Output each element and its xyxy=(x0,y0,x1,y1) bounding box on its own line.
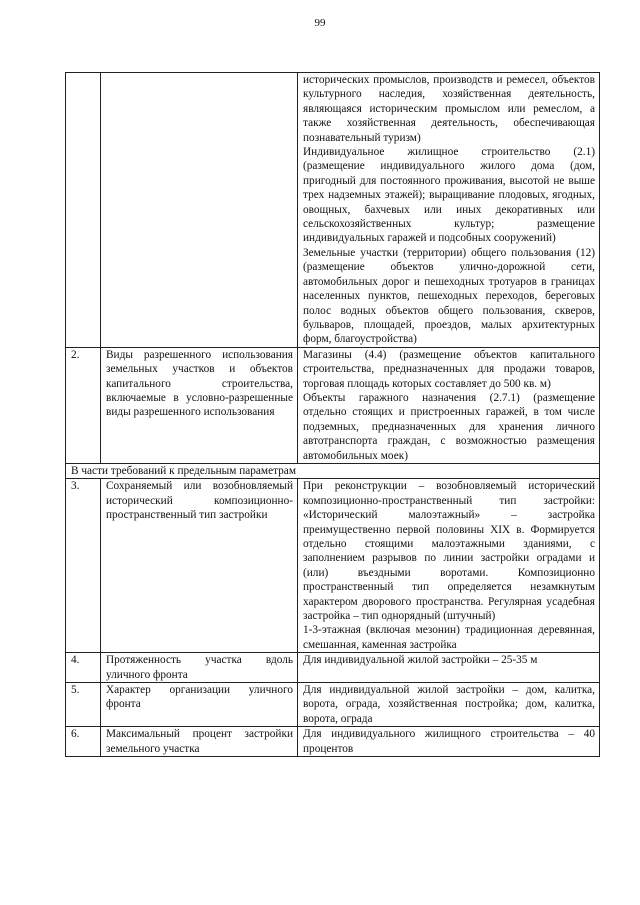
row-description xyxy=(298,73,600,348)
description-paragraph: Для индивидуальной жилой застройки – дом, калитка, ворота, ограда, хозяйственная постройка; дом, калитка, ворота, ограда xyxy=(303,684,595,725)
row-name xyxy=(101,347,298,463)
row-number: 2. xyxy=(66,347,101,463)
description-paragraph: Объекты гаражного назначения (2.7.1) (размещение отдельно стоящих и пристроенных гаражей, в том числе подземных, предназначенных для хранения личного автотранспорта граждан, с возможностью размещения автомобильных моек) xyxy=(303,391,595,462)
table-row xyxy=(66,73,600,348)
page-number: 99 xyxy=(314,17,326,29)
row-name-text: Протяженность участка вдоль уличного фронта xyxy=(106,654,293,681)
row-description xyxy=(298,653,600,683)
row-name xyxy=(101,727,298,757)
description-paragraph: Для индивидуальной жилой застройки – 25-35 м xyxy=(303,654,538,667)
description-paragraph: Земельные участки (территории) общего пользования (12) (размещение объектов улично-дорожной сети, автомобильных дорог и пешеходных тротуаров в границах населенных пунктов, пешеходных переходов, береговых полос водных объектов общего пользования, скверов, бульваров, площадей, проездов, малых архитектурных форм, благоустройства) xyxy=(303,246,595,346)
description-paragraph: Магазины (4.4) (размещение объектов капитального строительства, предназначенных для продажи товаров, торговая площадь которых составляет до 500 кв. м) xyxy=(303,348,595,390)
table-row xyxy=(66,727,600,757)
row-number: 5. xyxy=(66,683,101,727)
table-row xyxy=(66,479,600,653)
table-row xyxy=(66,683,600,727)
row-number: 6. xyxy=(66,727,101,757)
section-heading: В части требований к предельным параметрам xyxy=(66,463,600,478)
row-number xyxy=(66,73,101,348)
row-name-text: Характер организации уличного фронта xyxy=(106,684,293,711)
row-name xyxy=(101,683,298,727)
row-name xyxy=(101,73,298,348)
row-description xyxy=(298,727,600,757)
row-description xyxy=(298,479,600,653)
description-paragraph: Индивидуальное жилищное строительство (2.1) (размещение индивидуального жилого дома (дом, пригодный для постоянного проживания, высотой не выше трех надземных этажей); выращивание плодовых, ягодных, овощных, бахчевых или иных декоративных или сельскохозяйственных культур; размещение индивидуальных гаражей и подсобных сооружений) xyxy=(303,146,595,245)
row-name-text: Виды разрешенного использования земельных участков и объектов капитального строительства, включаемые в условно-разрешенные виды разрешенного использования xyxy=(106,348,293,419)
row-name xyxy=(101,479,298,653)
row-number: 3. xyxy=(66,479,101,653)
row-description xyxy=(298,683,600,727)
table-row xyxy=(66,347,600,463)
description-paragraph: 1-3-этажная (включая мезонин) традиционная деревянная, смешанная, каменная застройка xyxy=(303,624,595,651)
row-number: 4. xyxy=(66,653,101,683)
section-row xyxy=(66,463,600,478)
regulations-table xyxy=(65,72,600,757)
description-paragraph: При реконструкции – возобновляемый исторический композиционно-пространственный тип застройки: «Исторический малоэтажный» – застройка преимущественно первой половины XIX в. Формируется отдельно стоящими малоэтажными зданиями, с заполнением разрывов по линии застройки оградами и (или) въездными воротами. Композиционно пространственный тип определяется незамкнутым характером дворового пространства. Регулярная усадебная застройка – тип однорядный (штучный) xyxy=(303,480,595,623)
row-name-text: Сохраняемый или возобновляемый исторический композиционно-пространственный тип застройки xyxy=(106,480,293,522)
table-row xyxy=(66,653,600,683)
row-description xyxy=(298,347,600,463)
description-paragraph: исторических промыслов, производств и ремесел, объектов культурного наследия, хозяйственная деятельность, являющаяся историческим промыслом или ремеслом, а также хозяйственная деятельность, обеспечивающая познавательный туризм) xyxy=(303,74,595,144)
row-name xyxy=(101,653,298,683)
row-name-text: Максимальный процент застройки земельного участка xyxy=(106,728,293,755)
description-paragraph: Для индивидуального жилищного строительства – 40 процентов xyxy=(303,728,595,755)
